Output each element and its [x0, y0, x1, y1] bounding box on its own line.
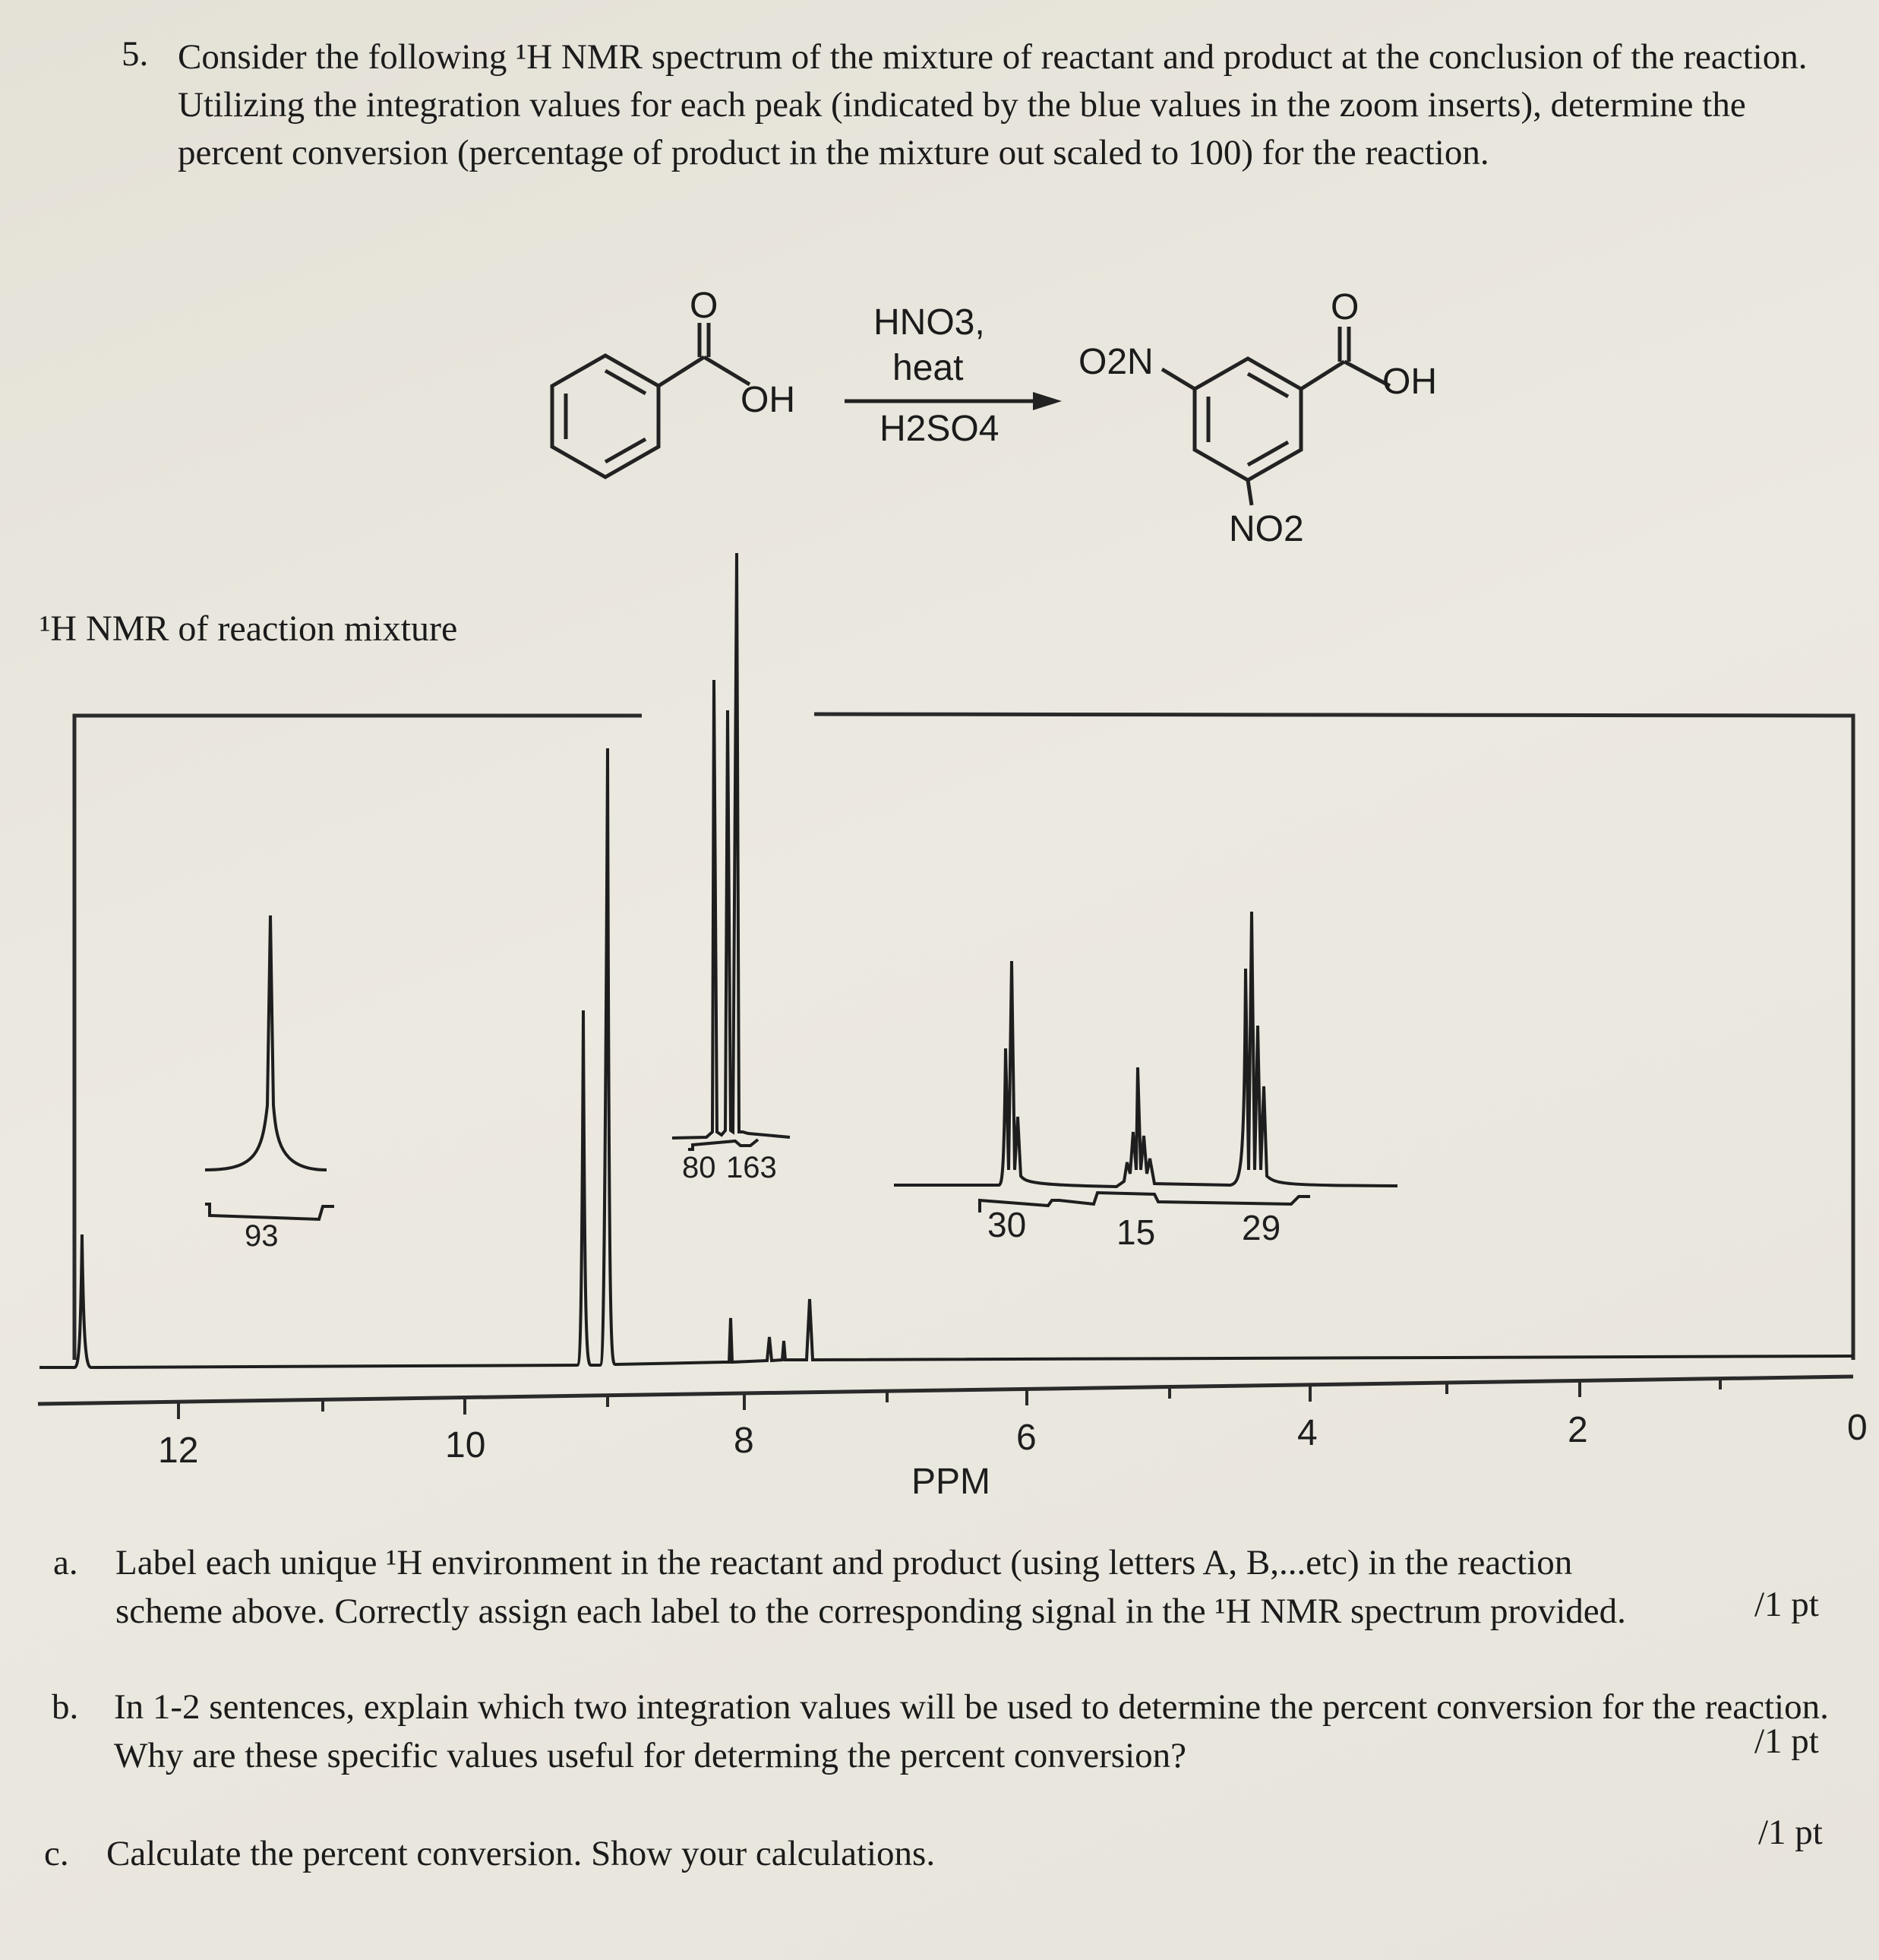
part-a-text: Label each unique ¹H environment in the reactant and product (using letters A, B,...etc) in the reaction scheme above. Correctly assign each label to the corresponding signal in the ¹H NMR spectrum provided.: [115, 1543, 1626, 1631]
reagent-line3: H2SO4: [879, 409, 1000, 449]
integration-29: 29: [1242, 1208, 1281, 1247]
tick-label-0: 0: [1847, 1408, 1868, 1448]
reagent-line1: HNO3,: [873, 302, 985, 343]
tick-label-10: 10: [445, 1425, 486, 1465]
tick-label-2: 2: [1568, 1410, 1588, 1450]
tick-label-4: 4: [1297, 1413, 1318, 1453]
product-hydroxyl: OH: [1382, 362, 1437, 402]
part-a-letter: a.: [53, 1543, 78, 1582]
product-nitro-left: O2N: [1078, 342, 1154, 382]
insert-right-peaks: [894, 912, 1397, 1187]
product-nitro-bottom: NO2: [1229, 509, 1304, 549]
integration-163: 163: [726, 1151, 777, 1184]
part-a-points: /1 pt: [1754, 1585, 1819, 1624]
integration-93: 93: [245, 1219, 279, 1253]
integration-80: 80: [682, 1151, 716, 1184]
part-c-letter: c.: [44, 1834, 69, 1873]
reaction-arrowhead: [1033, 392, 1062, 410]
spectrum-baseline: [39, 748, 1853, 1367]
reactant-hydroxyl: OH: [741, 380, 795, 420]
product-carbonyl-o: O: [1331, 287, 1360, 327]
insert-left-integral: [205, 1204, 334, 1219]
part-c-text: Calculate the percent conversion. Show your calculations.: [106, 1834, 936, 1873]
nmr-title: ¹H NMR of reaction mixture: [39, 609, 458, 649]
insert-middle-peaks: [672, 553, 790, 1138]
part-b-text: In 1-2 sentences, explain which two integration values will be used to determine the percent conversion for the reaction. Why are these specific values useful for determing the percent conversion?: [114, 1687, 1829, 1775]
part-b-points: /1 pt: [1754, 1721, 1819, 1761]
integration-30: 30: [987, 1205, 1027, 1244]
reagent-line2: heat: [892, 348, 964, 388]
tick-label-6: 6: [1016, 1418, 1037, 1458]
tick-label-8: 8: [734, 1421, 754, 1461]
tick-label-12: 12: [158, 1430, 199, 1471]
part-c-points: /1 pt: [1758, 1813, 1823, 1852]
question-number: 5.: [122, 34, 149, 74]
nmr-spectrum: [0, 532, 1879, 1519]
insert-middle-integral: [688, 1140, 758, 1149]
part-b-letter: b.: [52, 1687, 79, 1727]
frame-left: [74, 716, 642, 1360]
reactant-carbonyl-o: O: [690, 286, 718, 326]
axis-label-ppm: PPM: [911, 1462, 991, 1502]
question-text: Consider the following ¹H NMR spectrum of the mixture of reactant and product at the conclusion of the reaction. Utilizing the integration values for each peak (indicated by the blue values in the zoom inserts), determine the percent conversion (percentage of product in the mixture out scaled to 100) for the reaction.: [178, 37, 1808, 172]
insert-left-peak: [205, 915, 327, 1170]
integration-15: 15: [1116, 1212, 1156, 1252]
frame-right: [814, 714, 1853, 1360]
